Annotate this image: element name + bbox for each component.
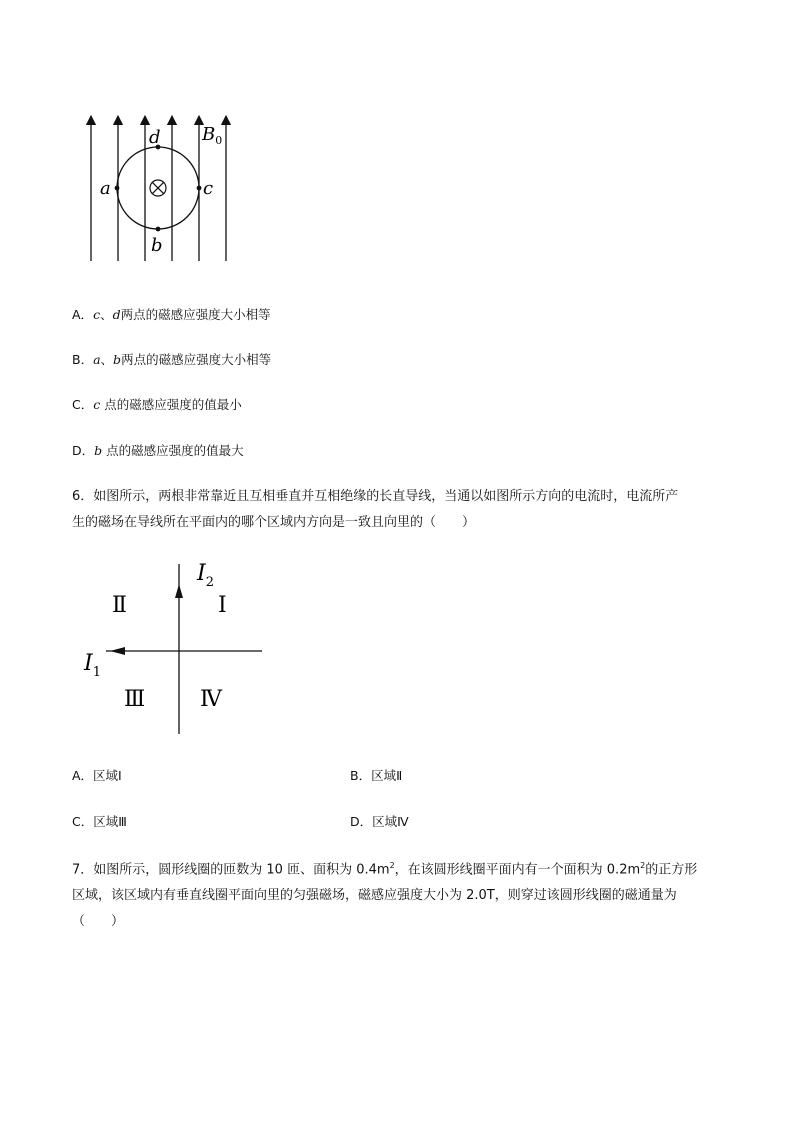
q6-option-d[interactable]: D．区域Ⅳ (350, 814, 409, 829)
question-6-line-1: 6．如图所示，两根非常靠近且互相垂直并互相绝缘的长直导线，当通以如图所示方向的电流时，电流所产 (72, 489, 679, 504)
label-b: b (151, 235, 163, 256)
q6-option-a[interactable]: A．区域Ⅰ (72, 768, 122, 783)
label-c: c (203, 178, 214, 199)
q5-option-d[interactable]: D．b 点的磁感应强度的值最大 (72, 443, 244, 458)
current-into-page-icon (150, 180, 166, 196)
label-a: a (100, 178, 111, 199)
point-a (115, 186, 120, 191)
arrow-left-icon (110, 647, 125, 655)
question-7-line-1: 7．如图所示，圆形线圈的匝数为 10 匝、面积为 $0.4m^2$，在该圆形线圈平面内有一个面积为 $0.2m^2$的正方形 (72, 861, 698, 878)
point-b (156, 227, 161, 232)
question-7-line-3: （ ） (72, 914, 125, 930)
q5-option-a[interactable]: A．c、d两点的磁感应强度大小相等 (72, 307, 271, 322)
arrow-up-icon (175, 584, 183, 598)
label-B0: $B_0$ (202, 124, 223, 147)
crossed-wires-figure (80, 560, 270, 740)
q5-option-b[interactable]: B．a、b两点的磁感应强度大小相等 (72, 352, 272, 367)
region-2-label: Ⅱ (112, 593, 127, 618)
point-c (197, 186, 202, 191)
q6-option-c[interactable]: C．区域Ⅲ (72, 814, 127, 829)
question-7-line-2: 区域，该区域内有垂直线圈平面向里的匀强磁场，磁感应强度大小为 2.0T，则穿过该圆形线圈的磁通量为 (72, 888, 677, 904)
label-i2: $I_2$ (197, 561, 214, 590)
region-1-label: Ⅰ (218, 593, 227, 618)
magnetic-field-figure (80, 108, 250, 268)
q6-option-b[interactable]: B．区域Ⅱ (350, 768, 403, 783)
question-6-line-2: 生的磁场在导线所在平面内的哪个区域内方向是一致且向里的（ ） (72, 515, 476, 530)
q5-option-c[interactable]: C．c 点的磁感应强度的值最小 (72, 397, 242, 412)
label-i1: $I_1$ (84, 651, 101, 680)
question-7 (72, 853, 732, 935)
region-3-label: Ⅲ (124, 687, 146, 712)
label-d: d (149, 127, 161, 148)
region-4-label: Ⅳ (200, 687, 222, 712)
question-6 (72, 484, 732, 536)
